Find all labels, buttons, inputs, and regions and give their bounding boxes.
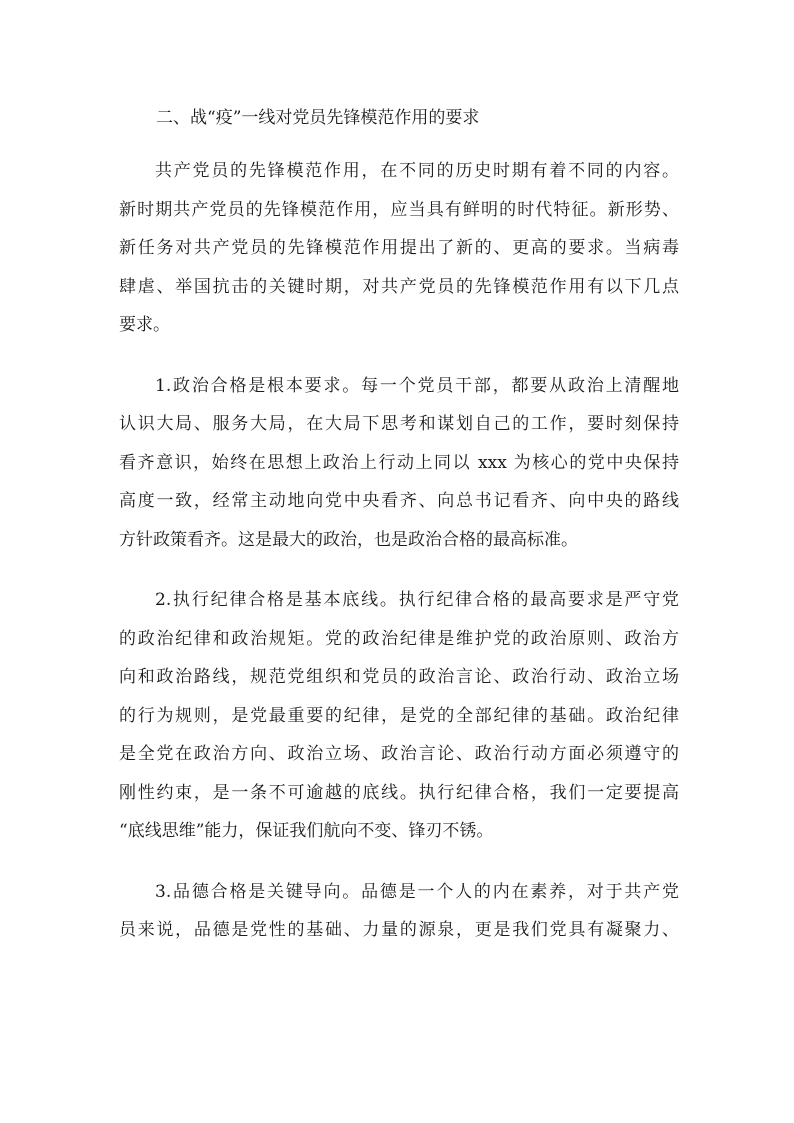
paragraph-line: 刚性约束，是一条不可逾越的底线。执行纪律合格，我们一定要提高 [119, 782, 679, 803]
paragraph-morality [119, 873, 679, 950]
paragraph-line: 看齐意识，始终在思想上政治上行动上同以 xxx 为核心的党中央保持 [119, 452, 679, 473]
spacer [119, 136, 679, 152]
section-heading: 二、战“疫”一线对党员先锋模范作用的要求 [156, 108, 480, 128]
paragraph-line: 的政治纪律和政治规矩。党的政治纪律是维护党的政治原则、政治方 [119, 628, 679, 649]
paragraph-line: 2.执行纪律合格是基本底线。执行纪律合格的最高要求是严守党 [155, 590, 679, 610]
paragraph-line: 1.政治合格是根本要求。每一个党员干部，都要从政治上清醒地 [155, 375, 679, 396]
paragraph-line: 要求。 [119, 315, 170, 335]
paragraph-line: 新任务对共产党员的先锋模范作用提出了新的、更高的要求。当病毒 [119, 238, 679, 258]
paragraph-line: 共产党员的先锋模范作用，在不同的历史时期有着不同的内容。 [155, 161, 679, 181]
paragraph-line: 肆虐、举国抗击的关键时期，对共产党员的先锋模范作用有以下几点 [119, 276, 679, 297]
paragraph-discipline [119, 581, 679, 851]
paragraph-line: 员来说，品德是党性的基础、力量的源泉，更是我们党具有凝聚力、 [119, 920, 679, 940]
paragraph-line: 新时期共产党员的先锋模范作用，应当具有鲜明的时代特征。新形势、 [119, 199, 679, 220]
paragraph-line: “底线思维”能力，保证我们航向不变、锋刃不锈。 [119, 821, 494, 841]
document-body [119, 100, 679, 950]
paragraph-line: 认识大局、服务大局，在大局下思考和谋划自己的工作，要时刻保持 [119, 414, 679, 434]
spacer [119, 345, 679, 367]
paragraph-line: 是全党在政治方向、政治立场、政治言论、政治行动方面必须遵守的 [119, 744, 679, 764]
paragraph-political [119, 367, 679, 560]
paragraph-line: 高度一致，经常主动地向党中央看齐、向总书记看齐、向中央的路线 [119, 491, 679, 511]
spacer [119, 851, 679, 873]
paragraph-line: 3.品德合格是关键导向。品德是一个人的内在素养，对于共产党 [155, 881, 679, 902]
paragraph-line: 的行为规则，是党最重要的纪律，是党的全部纪律的基础。政治纪律 [119, 705, 679, 726]
spacer [119, 559, 679, 581]
paragraph-line: 向和政治路线，规范党组织和党员的政治言论、政治行动、政治立场 [119, 667, 679, 687]
paragraph-intro [119, 152, 679, 345]
paragraph-line: 方针政策看齐。这是最大的政治，也是政治合格的最高标准。 [119, 529, 578, 550]
